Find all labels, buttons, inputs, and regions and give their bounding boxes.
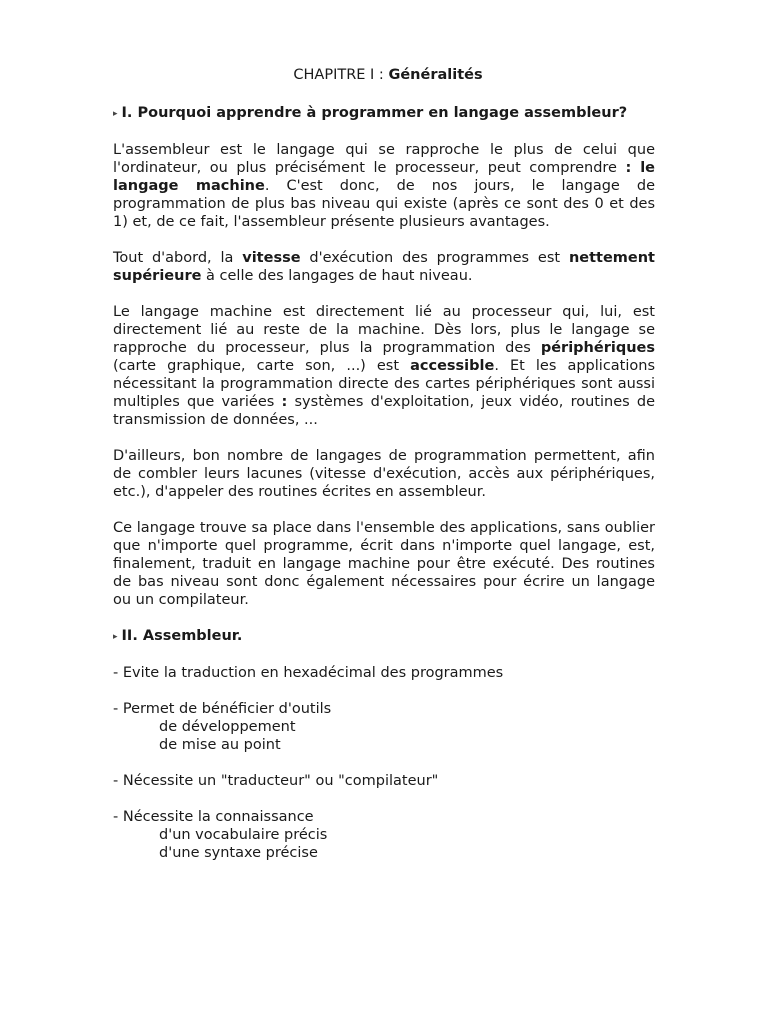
- paragraph-3-text-a: Le langage machine est directement lié au processeur qui, lui, est directement lié au reste de la machine. Dès lors, plus le langage se rapproche du processeur, plus la programmation des: [113, 304, 655, 356]
- list-item-2-sub-1: de développement: [159, 719, 296, 735]
- list-item-4-sub-2: d'une syntaxe précise: [159, 845, 318, 861]
- paragraph-3-text-c: (carte graphique, carte son, ...) est: [113, 358, 411, 374]
- triangle-bullet-icon: ▸: [113, 632, 118, 642]
- paragraph-2: [113, 249, 655, 285]
- paragraph-2-text-e: à celle des langages de haut niveau.: [201, 268, 473, 284]
- section-2-heading-text: II. Assembleur.: [121, 628, 243, 644]
- chapter-title: [113, 66, 655, 84]
- paragraph-2-text-a: Tout d'abord, la: [113, 250, 243, 266]
- list-item-2: [113, 700, 655, 754]
- paragraph-3-bold-b: périphériques: [540, 340, 655, 356]
- chapter-title-bold: Généralités: [388, 67, 483, 83]
- paragraph-3: [113, 303, 655, 429]
- document-content: [113, 66, 655, 880]
- paragraph-4: D'ailleurs, bon nombre de langages de programmation permettent, afin de combler leurs lacunes (vitesse d'exécution, accès aux périphériques, etc.), d'appeler des routines écrites en assembleur.: [113, 448, 655, 500]
- paragraph-2-bold-d: nettement supérieure: [113, 250, 655, 284]
- paragraph-3-bold-d: accessible: [410, 358, 495, 374]
- paragraph-1-text-a: L'assembleur est le langage qui se rapproche le plus de celui que l'ordinateur, ou plus précisément le processeur, peut comprendre: [113, 142, 655, 176]
- list-item-3: - Nécessite un "traducteur" ou "compilateur": [113, 773, 439, 789]
- list-item-4-main: - Nécessite la connaissance: [113, 809, 314, 825]
- paragraph-1: [113, 141, 655, 231]
- list-item-2-sub-2: de mise au point: [159, 737, 281, 753]
- paragraph-1-text-c: . C'est donc, de nos jours, le langage de programmation de plus bas niveau qui existe (après ce sont des 0 et des 1) et, de ce fait, l'assembleur présente plusieurs avantages.: [113, 178, 655, 230]
- paragraph-3-text-g: systèmes d'exploitation, jeux vidéo, routines de transmission de données, ...: [113, 394, 655, 428]
- section-1-heading: [113, 104, 655, 123]
- paragraph-3-bold-f: :: [281, 394, 288, 410]
- paragraph-2-bold-b: vitesse: [242, 250, 301, 266]
- list-item-1: - Evite la traduction en hexadécimal des programmes: [113, 665, 504, 681]
- section-1-heading-text: I. Pourquoi apprendre à programmer en langage assembleur?: [121, 105, 628, 121]
- chapter-title-prefix: CHAPITRE I :: [293, 67, 389, 83]
- list-item-4-sub-1: d'un vocabulaire précis: [159, 827, 328, 843]
- triangle-bullet-icon: ▸: [113, 109, 118, 119]
- paragraph-1-bold-b: : le langage machine: [113, 160, 656, 194]
- paragraph-2-text-c: d'exécution des programmes est: [300, 250, 569, 266]
- paragraph-5: Ce langage trouve sa place dans l'ensemble des applications, sans oublier que n'importe quel programme, écrit dans n'importe quel langage, est, finalement, traduit en langage machine pour être exécuté. Des routines de bas niveau sont donc également nécessaires pour écrire un langage ou un compilateur.: [113, 520, 655, 608]
- list-item-2-main: - Permet de bénéficier d'outils: [113, 701, 332, 717]
- section-2-heading: [113, 627, 655, 646]
- paragraph-3-text-e: . Et les applications nécessitant la programmation directe des cartes périphériques sont aussi multiples que variées: [113, 358, 656, 410]
- list-item-4: [113, 808, 655, 862]
